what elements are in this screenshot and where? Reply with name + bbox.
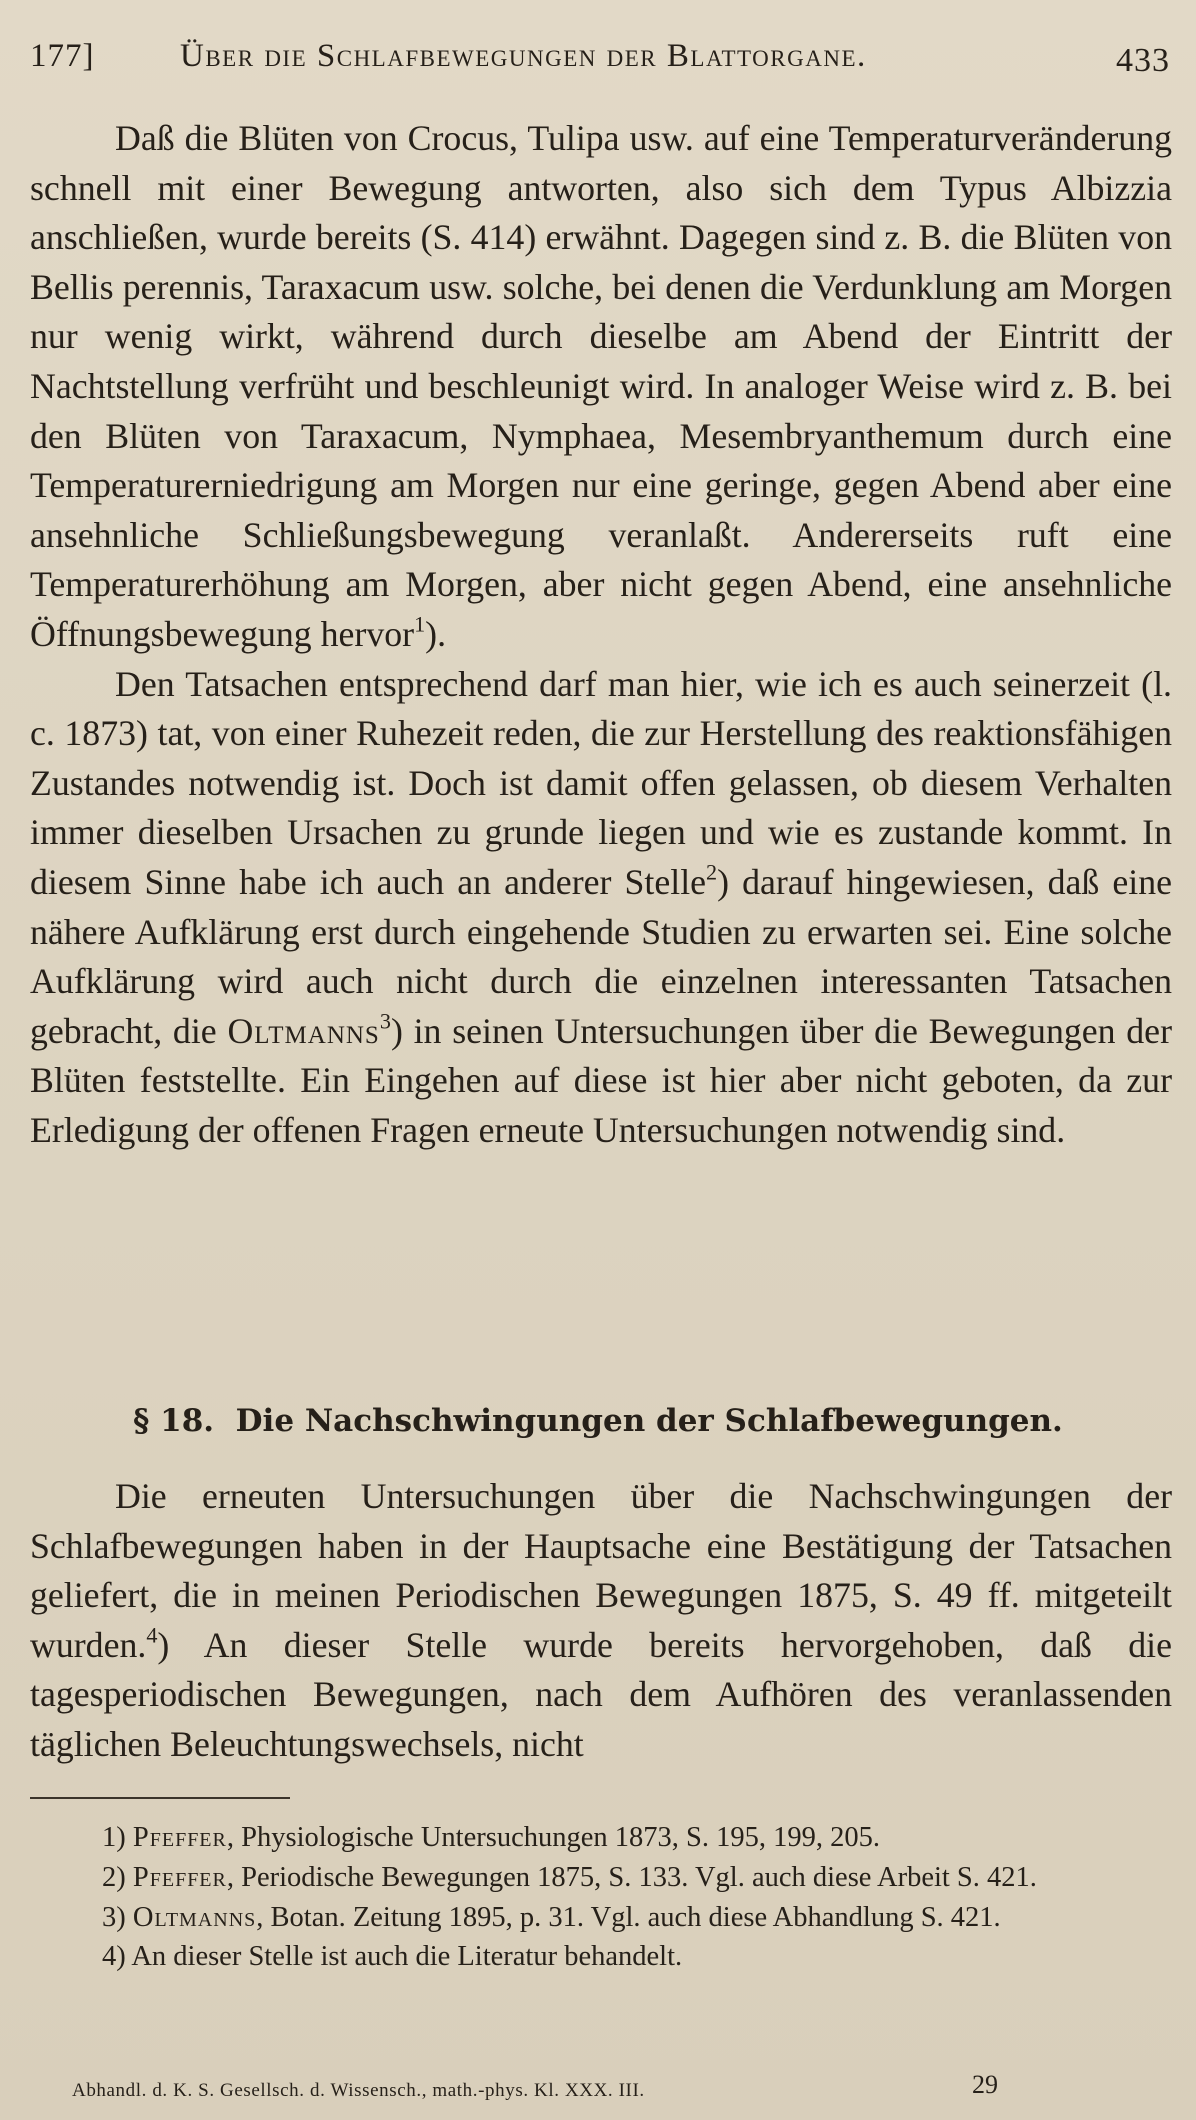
paragraph-3-text-a: Die erneuten Untersuchungen über die Nachschwingungen der Schlafbewegungen haben in der Hauptsache eine Bestätigung der Tatsachen geliefert, die in meinen Periodischen Bewegungen 1875, S. 49 ff. mitgeteilt wurden. — [30, 1476, 1172, 1665]
paragraph-3-text-b: ) An dieser Stelle wurde bereits hervorgehoben, daß die tagesperiodischen Bewegungen, nach dem Aufhören des veranlassenden täglichen Beleuchtungswechsels, nicht — [30, 1624, 1172, 1764]
footnote-author: Pfeffer — [132, 1822, 227, 1853]
paragraph-2-text-b: ) darauf hingewiesen, daß eine nähere Aufklärung erst durch eingehende Studien zu erwarten sei. Eine solche Aufklärung wird auch nicht durch die einzelnen interessanten Tatsachen gebracht, die — [30, 861, 1172, 1051]
section-heading — [0, 1403, 1196, 1439]
paragraph-1-text: Daß die Blüten von Crocus, Tulipa usw. auf eine Temperaturveränderung schnell mit einer Bewegung antworten, also sich dem Typus Albizzia anschließen, wurde bereits (S. 414) erwähnt. Dagegen sind z. B. die Blüten von Bellis perennis, Taraxacum usw. solche, bei denen die Verdunklung am Morgen nur wenig wirkt, während durch dieselbe am Abend der Eintritt der Nachtstellung verfrüht und beschleunigt wird. In analoger Weise wird z. B. bei den Blüten von Taraxacum, Nymphaea, Mesembryanthemum durch eine Temperaturerniedrigung am Morgen nur eine geringe, gegen Abend aber eine ansehnliche Schließungsbewegung veranlaßt. Andererseits ruft eine Temperaturerhöhung am Morgen, aber nicht gegen Abend, eine ansehnliche Öffnungsbewegung hervor — [30, 118, 1172, 654]
header-left-marker: 177] — [30, 38, 95, 74]
paragraph-3 — [30, 1472, 1172, 1770]
signature-number: 29 — [972, 2070, 998, 2099]
footnote-4 — [30, 1937, 1172, 1977]
paragraph-1 — [30, 114, 1172, 660]
footnote-mark: 1) — [102, 1822, 126, 1853]
footnote-2 — [30, 1858, 1172, 1898]
footnote-1 — [30, 1818, 1172, 1858]
running-header — [30, 38, 1170, 88]
footnote-3 — [30, 1898, 1172, 1938]
author-name-oltmanns: Oltmanns — [227, 1010, 380, 1051]
footnote-mark: 2) — [102, 1861, 126, 1893]
footnote-text: , Physiologische Untersuchungen 1873, S. 195, 199, 205. — [226, 1822, 880, 1853]
footnote-author: Pfeffer — [132, 1861, 227, 1893]
footnote-divider — [30, 1797, 290, 1799]
running-title: Über die Schlafbewegungen der Blattorgane. — [180, 38, 867, 74]
footnote-ref-3: 3 — [379, 1008, 391, 1034]
footnote-text: , Periodische Bewegungen 1875, S. 133. Vgl. auch diese Arbeit S. 421. — [226, 1861, 1037, 1893]
footnote-ref-1: 1 — [414, 611, 426, 637]
section-title-text: Die Nachschwingungen der Schlafbewegungen. — [235, 1403, 1063, 1439]
footnote-mark: 4) — [102, 1941, 126, 1973]
footnote-ref-2: 2 — [706, 859, 718, 885]
section-number: § 18. — [133, 1403, 215, 1439]
main-text-top — [30, 114, 1172, 1155]
footnote-text: An dieser Stelle ist auch die Literatur behandelt. — [131, 1941, 683, 1973]
signature-line: Abhandl. d. K. S. Gesellsch. d. Wissensch., math.-phys. Kl. XXX. III. — [72, 2080, 645, 2101]
footnote-ref-4: 4 — [146, 1622, 158, 1648]
footnote-mark: 3) — [102, 1901, 126, 1933]
paragraph-2 — [30, 660, 1172, 1156]
main-text-bottom — [30, 1472, 1172, 1770]
paragraph-1-tail: ). — [425, 613, 447, 654]
footnote-text: , Botan. Zeitung 1895, p. 31. Vgl. auch diese Abhandlung S. 421. — [256, 1901, 1001, 1933]
page-number: 433 — [1116, 42, 1170, 79]
footnotes — [30, 1818, 1172, 1977]
paragraph-2-text-c: ) in seinen Untersuchungen über die Bewegungen der Blüten feststellte. Ein Eingehen auf diese ist hier aber nicht geboten, da zur Erledigung der offenen Fragen erneute Untersuchungen notwendig sind. — [30, 1010, 1172, 1150]
footnote-author: Oltmanns — [132, 1901, 257, 1933]
paragraph-2-text-a: Den Tatsachen entsprechend darf man hier, wie ich es auch seinerzeit (l. c. 1873) tat, von einer Ruhezeit reden, die zur Herstellung des reaktionsfähigen Zustandes notwendig ist. Doch ist damit offen gelassen, ob diesem Verhalten immer dieselben Ursachen zu grunde liegen und wie es zustande kommt. In diesem Sinne habe ich auch an anderer Stelle — [30, 663, 1172, 902]
